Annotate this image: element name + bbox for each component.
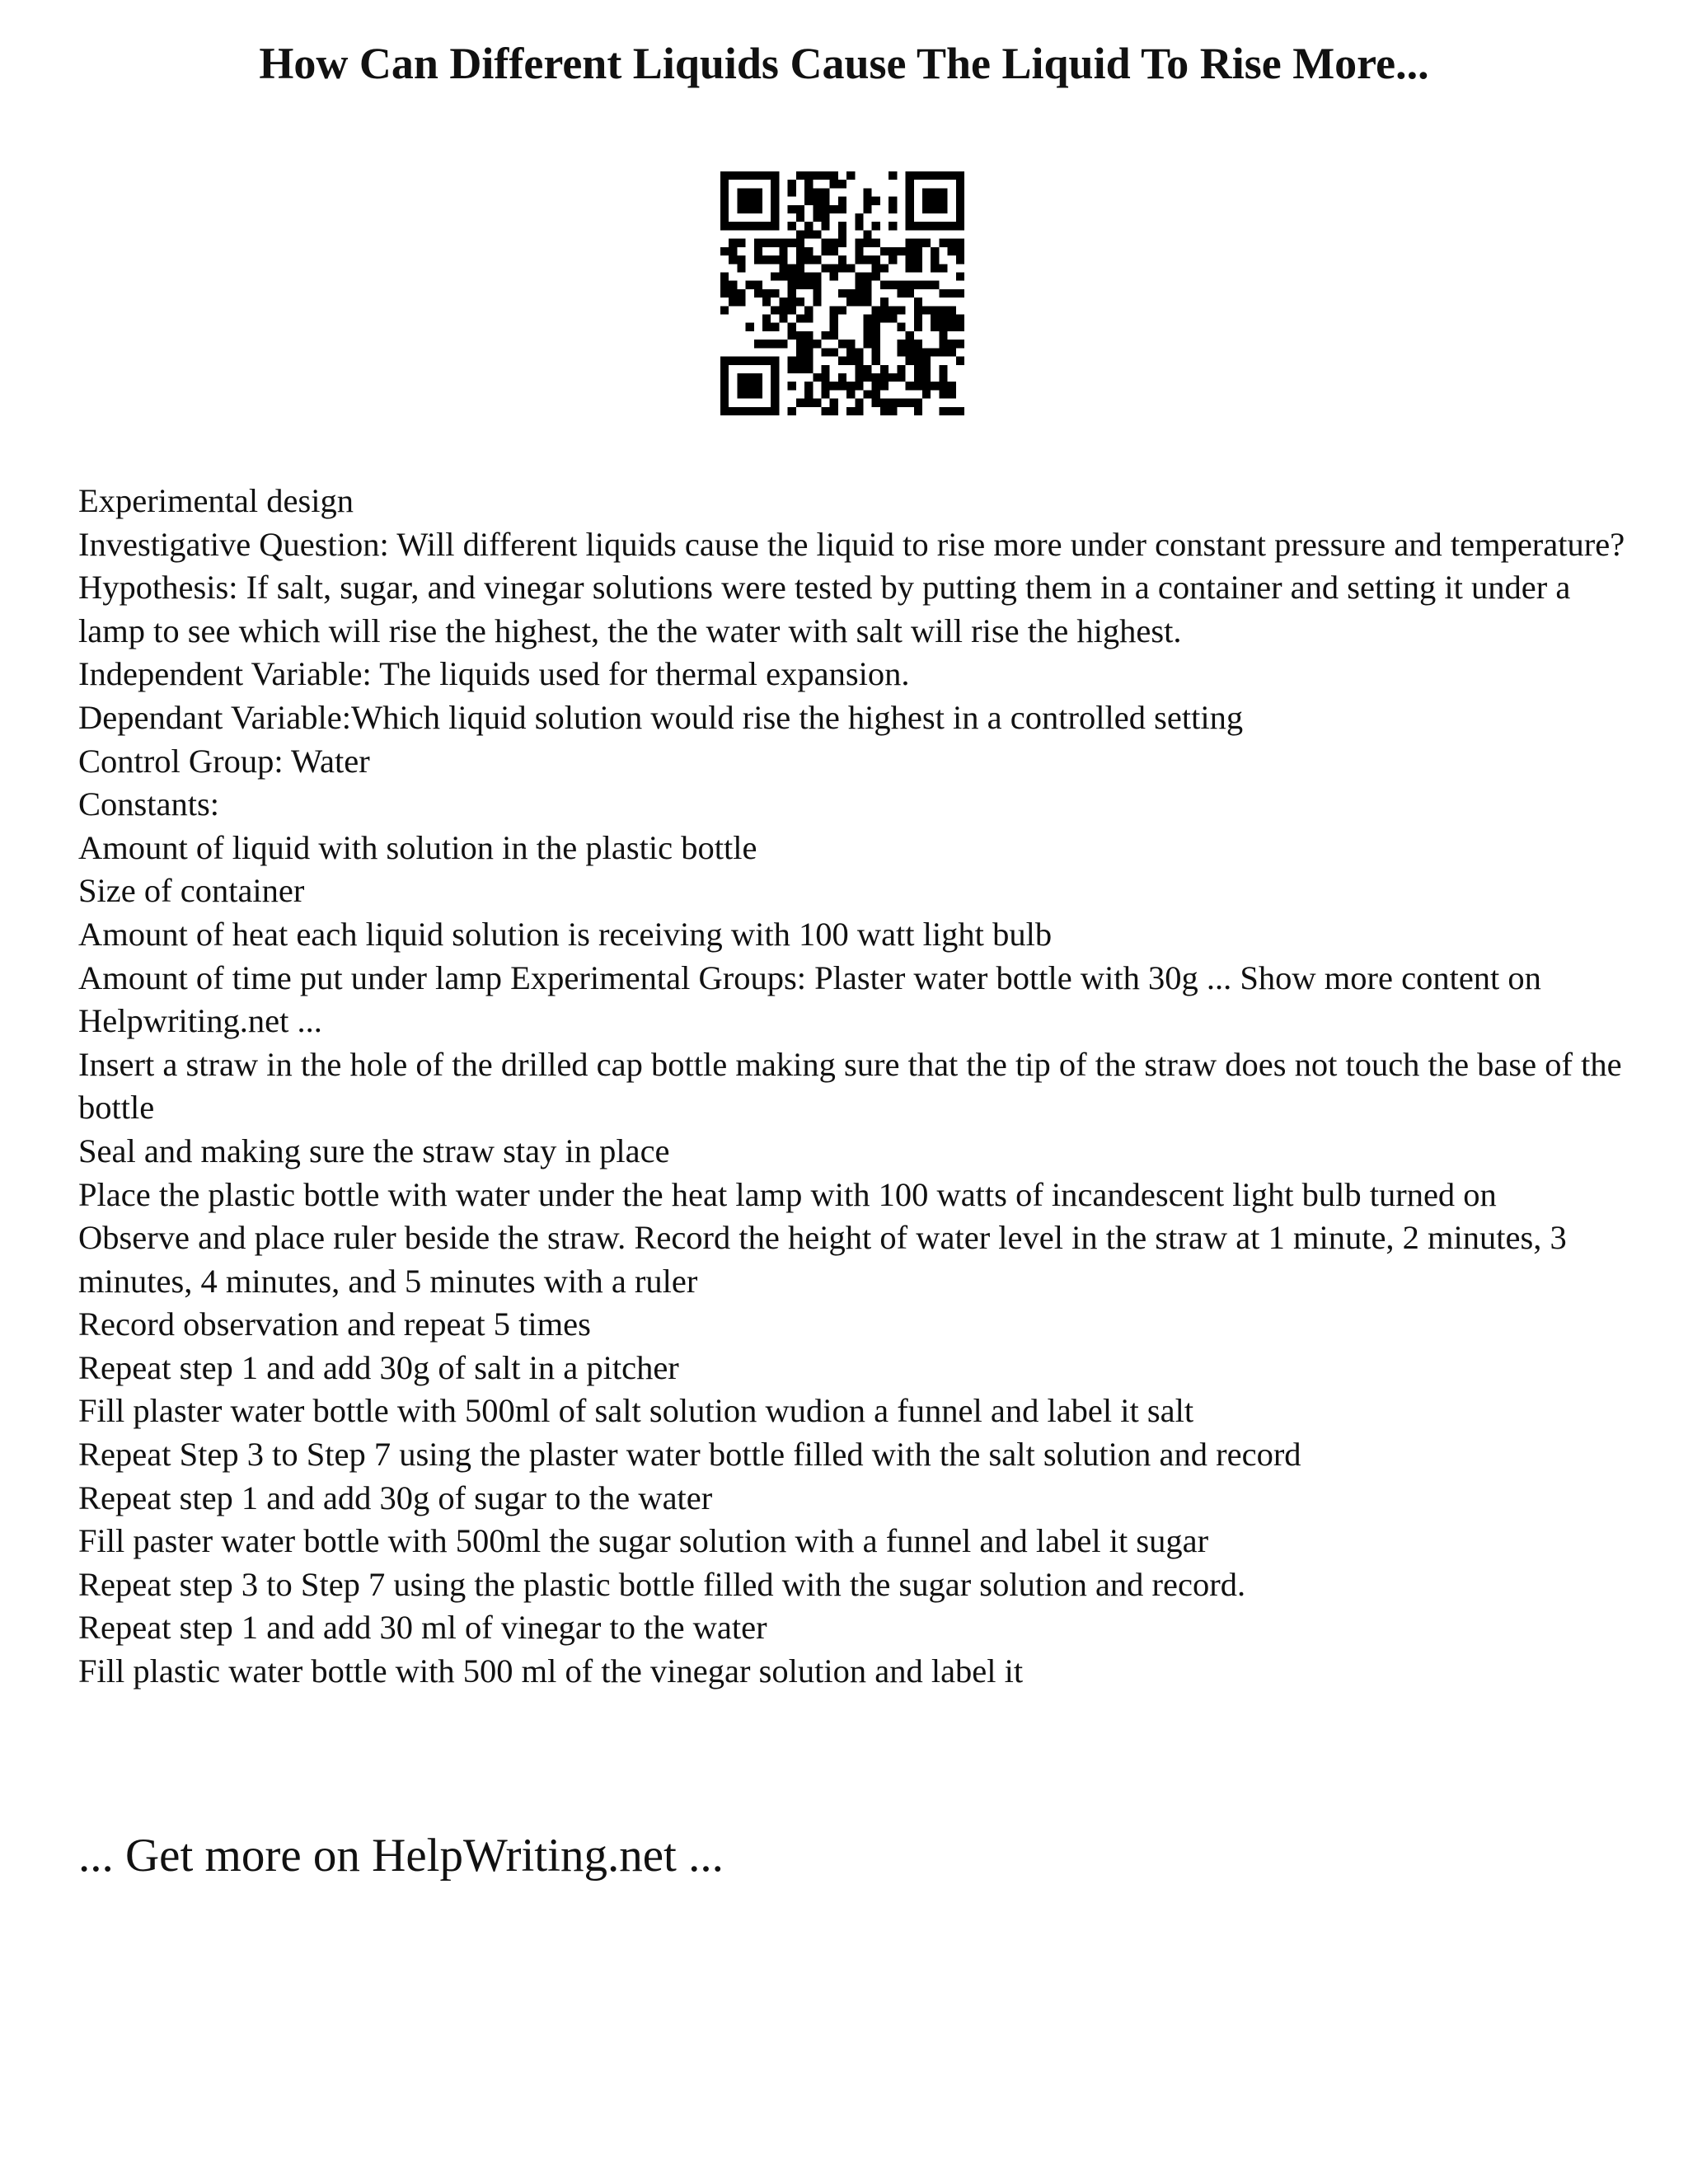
procedure-step: Repeat step 1 and add 30g of salt in a pitcher — [78, 1348, 679, 1386]
section-heading: Experimental design — [78, 482, 354, 519]
procedure-step: Fill plastic water bottle with 500 ml of the vinegar solution and label it — [78, 1652, 1024, 1690]
procedure-step: Fill plaster water bottle with 500ml of salt solution wudion a funnel and label it salt — [78, 1392, 1194, 1430]
independent-variable: Independent Variable: The liquids used for thermal expansion. — [78, 655, 910, 693]
get-more-link[interactable]: ... Get more on HelpWriting.net ... — [78, 1830, 724, 1882]
procedure-step: Fill paster water bottle with 500ml the sugar solution with a funnel and label it sugar — [78, 1522, 1209, 1560]
procedure-step: Insert a straw in the hole of the drilled cap bottle making sure that the tip of the straw does not touch the base of the bottle — [78, 1045, 1622, 1127]
document-body — [78, 480, 1628, 1694]
control-group: Control Group: Water — [78, 742, 370, 780]
procedure-step: Record observation and repeat 5 times — [78, 1305, 591, 1343]
procedure-step: Repeat step 1 and add 30g of sugar to the water — [78, 1479, 713, 1516]
procedure-step: Repeat step 1 and add 30 ml of vinegar to the water — [78, 1609, 767, 1647]
investigative-question: Investigative Question: Will different liquids cause the liquid to rise more under constant pressure and temperature? — [78, 525, 1625, 563]
constant-item: Amount of time put under lamp Experimental Groups: Plaster water bottle with 30g ... Show more content on Helpwriting.net ... — [78, 958, 1541, 1040]
constant-item: Size of container — [78, 872, 305, 910]
procedure-step: Repeat Step 3 to Step 7 using the plaster water bottle filled with the salt solution and record — [78, 1436, 1301, 1474]
constants-heading: Constants: — [78, 785, 220, 823]
constant-item: Amount of liquid with solution in the plastic bottle — [78, 828, 757, 866]
procedure-step: Seal and making sure the straw stay in place — [78, 1132, 670, 1169]
hypothesis: Hypothesis: If salt, sugar, and vinegar solutions were tested by putting them in a container and setting it under a lamp to see which will rise the highest, the the water with salt will rise the highest. — [78, 569, 1571, 649]
constant-item: Amount of heat each liquid solution is receiving with 100 watt light bulb — [78, 915, 1053, 953]
procedure-step: Observe and place ruler beside the straw. Record the height of water level in the straw at 1 minute, 2 minutes, 3 minutes, 4 minutes, and 5 minutes with a ruler — [78, 1219, 1567, 1300]
dependent-variable: Dependant Variable:Which liquid solution would rise the highest in a controlled setting — [78, 698, 1244, 736]
procedure-step: Place the plastic bottle with water under the heat lamp with 100 watts of incandescent light bulb turned on — [78, 1175, 1497, 1213]
qr-code-icon — [720, 171, 964, 415]
page-title: How Can Different Liquids Cause The Liquid To Rise More... — [259, 39, 1429, 88]
procedure-step: Repeat step 3 to Step 7 using the plastic bottle filled with the sugar solution and record. — [78, 1565, 1246, 1603]
